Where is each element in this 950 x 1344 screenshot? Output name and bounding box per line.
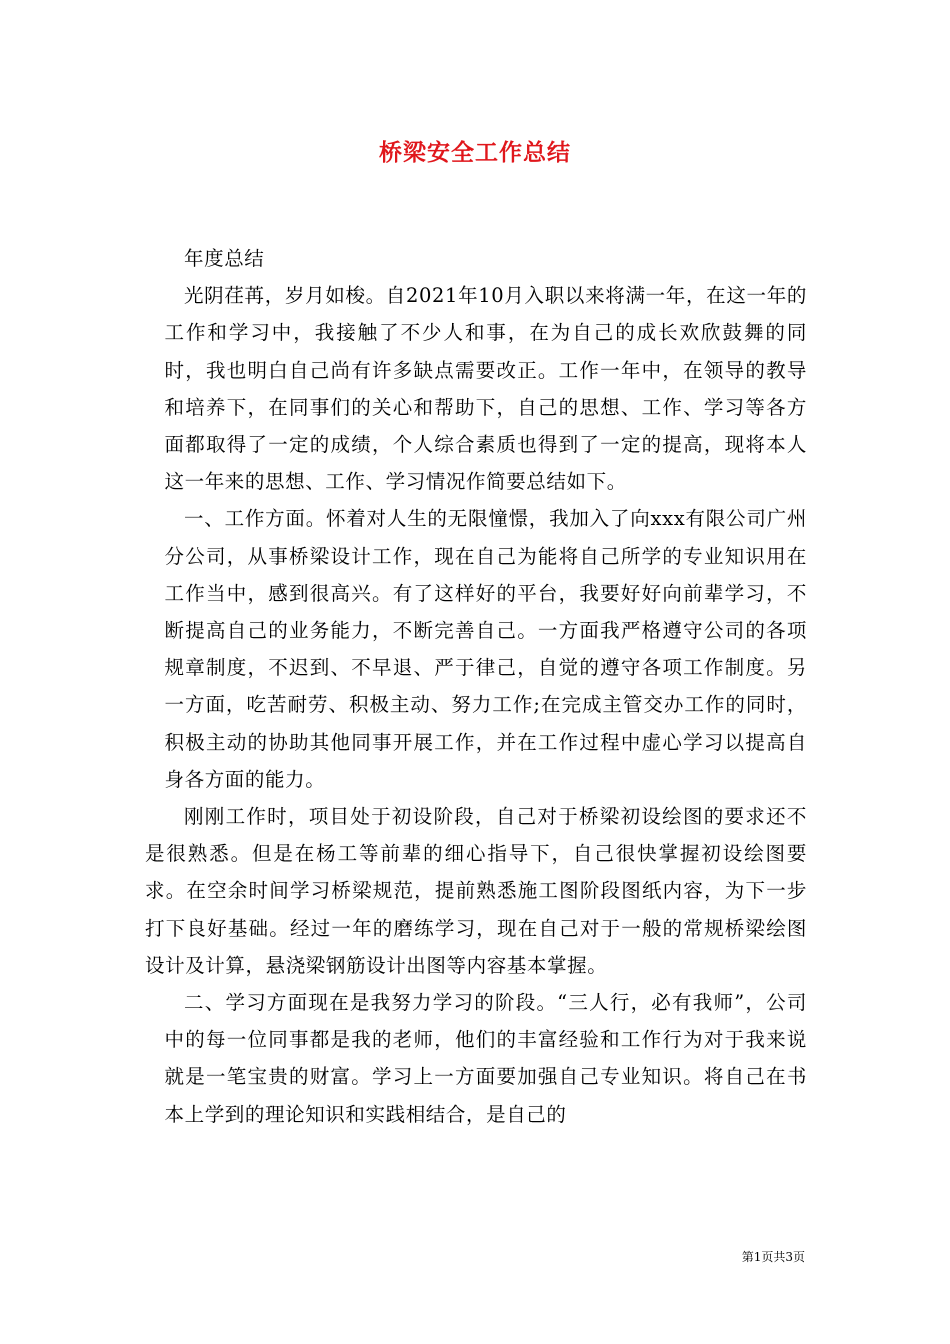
paragraph-work: 一、工作方面。怀着对人生的无限憧憬，我加入了向xxx有限公司广州分公司，从事桥梁设计工作，现在自己为能将自己所学的专业知识用在工作当中，感到很高兴。有了这样好的平台，我要好好向前辈学习，不断提高自己的业务能力，不断完善自己。一方面我严格遵守公司的各项规章制度，不迟到、不早退、严于律己，自觉的遵守各项工作制度。另一方面，吃苦耐劳、积极主动、努力工作;在完成主管交办工作的同时，积极主动的协助其他同事开展工作，并在工作过程中虚心学习以提高自身各方面的能力。: [164, 507, 807, 791]
paragraph-study: 二、学习方面现在是我努力学习的阶段。“三人行，必有我师”，公司中的每一位同事都是我的老师，他们的丰富经验和工作行为对于我来说就是一笔宝贵的财富。学习上一方面要加强自己专业知识。将自己在书本上学到的理论知识和实践相结合，是自己的: [164, 991, 807, 1126]
paragraph-intro: 光阴荏苒，岁月如梭。自2021年10月入职以来将满一年，在这一年的工作和学习中，我接触了不少人和事，在为自己的成长欢欣鼓舞的同时，我也明白自己尚有许多缺点需要改正。工作一年中，在领导的教导和培养下，在同事们的关心和帮助下，自己的思想、工作、学习等各方面都取得了一定的成绩，个人综合素质也得到了一定的提高，现将本人这一年来的思想、工作、学习情况作简要总结如下。: [164, 284, 807, 494]
document-title: 桥梁安全工作总结: [379, 140, 571, 166]
paragraph-annual-summary-heading: 年度总结: [184, 247, 265, 270]
document-body: [145, 240, 807, 1133]
paragraph-early-work: 刚刚工作时，项目处于初设阶段，自己对于桥梁初设绘图的要求还不是很熟悉。但是在杨工等前辈的细心指导下，自己很快掌握初设绘图要求。在空余时间学习桥梁规范，提前熟悉施工图阶段图纸内容，为下一步打下良好基础。经过一年的磨练学习，现在自己对于一般的常规桥梁绘图设计及计算，悬浇梁钢筋设计出图等内容基本掌握。: [145, 805, 807, 977]
page-number-footer: 第1页共3页: [741, 1250, 805, 1264]
